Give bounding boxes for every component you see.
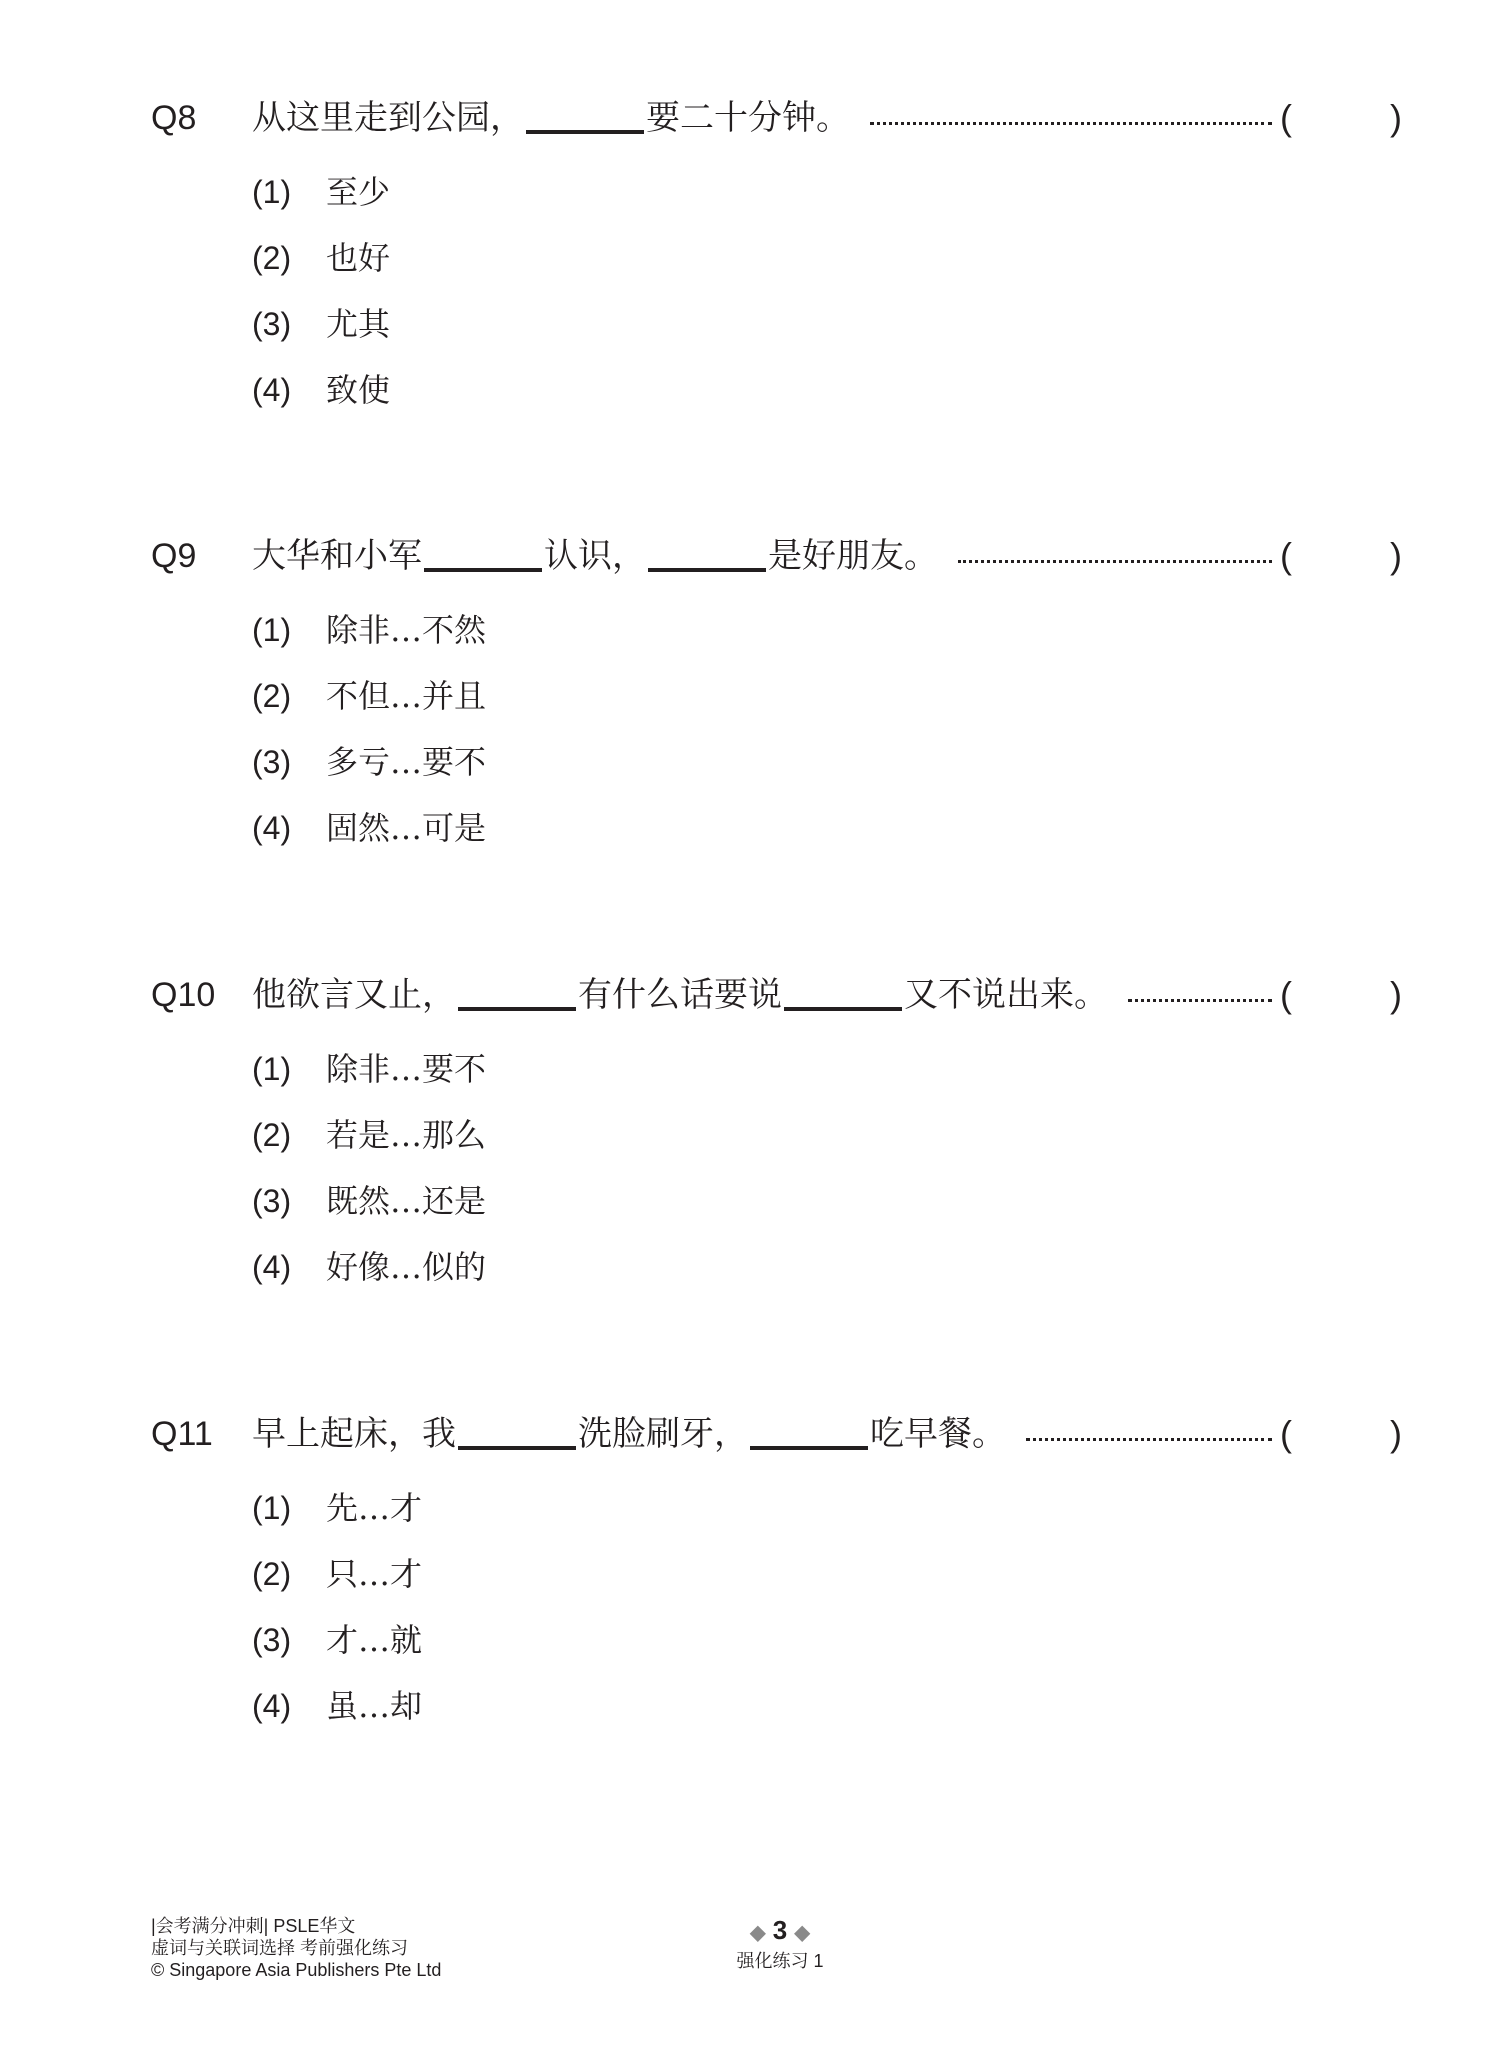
option-number: (2) (252, 1556, 292, 1592)
dotted-leader (958, 516, 1272, 563)
stem-text: 他欲言又止， (252, 975, 456, 1015)
diamond-icon: ◆ (750, 1922, 766, 1944)
option-number: (1) (252, 612, 292, 648)
option-number: (2) (252, 1117, 292, 1153)
option-text: 除非…不然 (326, 611, 487, 649)
option-text: 致使 (326, 371, 391, 409)
answer-blank (458, 977, 576, 1011)
option-number: (2) (252, 678, 292, 714)
option-number: (1) (252, 1051, 292, 1087)
option-4 (252, 1245, 486, 1289)
option-number: (4) (252, 1688, 292, 1724)
option-text: 虽…却 (326, 1687, 423, 1725)
page-number: 3 (772, 1915, 788, 1945)
answer-paren-close: ) (1390, 535, 1402, 576)
answer-paren-close: ) (1390, 1413, 1402, 1454)
option-number: (1) (252, 174, 292, 210)
option-3 (252, 740, 486, 784)
footer-page-info (700, 1915, 860, 1974)
option-number: (4) (252, 810, 292, 846)
stem-text: 要二十分钟。 (646, 98, 850, 138)
option-text: 固然…可是 (326, 809, 487, 847)
answer-blank (648, 538, 766, 572)
question-number: Q11 (151, 1415, 213, 1453)
option-text: 若是…那么 (326, 1116, 487, 1154)
answer-paren-close: ) (1390, 974, 1402, 1015)
option-3 (252, 1618, 422, 1662)
question-stem (252, 1412, 1006, 1456)
option-text: 先…才 (326, 1489, 423, 1527)
option-3 (252, 1179, 486, 1223)
answer-paren-open: ( (1280, 1413, 1292, 1454)
answer-paren-open: ( (1280, 974, 1292, 1015)
answer-paren-open: ( (1280, 535, 1292, 576)
option-3 (252, 302, 390, 346)
stem-text: 认识， (544, 536, 646, 576)
option-text: 至少 (326, 173, 391, 211)
option-number: (3) (252, 306, 292, 342)
option-2 (252, 674, 486, 718)
option-text: 多亏…要不 (326, 743, 487, 781)
option-4 (252, 806, 486, 850)
dotted-leader (870, 78, 1272, 125)
question-stem (252, 973, 1108, 1017)
stem-text: 吃早餐。 (870, 1414, 1006, 1454)
answer-blank (526, 100, 644, 134)
option-1 (252, 608, 486, 652)
dotted-leader (1128, 955, 1272, 1002)
option-text: 好像…似的 (326, 1248, 487, 1286)
answer-paren-close: ) (1390, 97, 1402, 138)
option-4 (252, 1684, 422, 1728)
option-2 (252, 1113, 486, 1157)
question-stem (252, 534, 938, 578)
option-text: 尤其 (326, 305, 391, 343)
option-1 (252, 1486, 422, 1530)
stem-text: 早上起床，我 (252, 1414, 456, 1454)
option-1 (252, 1047, 486, 1091)
option-2 (252, 236, 390, 280)
stem-text: 有什么话要说 (578, 975, 782, 1015)
stem-text: 是好朋友。 (768, 536, 938, 576)
option-2 (252, 1552, 422, 1596)
answer-paren-open: ( (1280, 97, 1292, 138)
section-label: 强化练习 1 (736, 1951, 824, 1971)
option-text: 既然…还是 (326, 1182, 487, 1220)
question-number: Q9 (151, 537, 197, 575)
option-number: (3) (252, 1183, 292, 1219)
stem-text: 从这里走到公园， (252, 98, 524, 138)
footer-book-title: 虚词与关联词选择 考前强化练习 (151, 1938, 408, 1958)
stem-text: 大华和小军 (252, 536, 422, 576)
answer-blank (784, 977, 902, 1011)
dotted-leader (1026, 1394, 1272, 1441)
question-stem (252, 96, 850, 140)
option-number: (1) (252, 1490, 292, 1526)
option-4 (252, 368, 390, 412)
footer-book-info (151, 1915, 441, 1981)
option-text: 也好 (326, 239, 391, 277)
stem-text: 又不说出来。 (904, 975, 1108, 1015)
question-number: Q8 (151, 99, 197, 137)
footer-series-title: |会考满分冲刺| PSLE华文 (151, 1916, 356, 1936)
stem-text: 洗脸刷牙， (578, 1414, 748, 1454)
option-number: (3) (252, 1622, 292, 1658)
answer-blank (424, 538, 542, 572)
option-number: (3) (252, 744, 292, 780)
option-number: (2) (252, 240, 292, 276)
footer-copyright: © Singapore Asia Publishers Pte Ltd (151, 1960, 442, 1980)
option-text: 不但…并且 (326, 677, 487, 715)
answer-blank (750, 1416, 868, 1450)
option-text: 才…就 (326, 1621, 423, 1659)
option-number: (4) (252, 1249, 292, 1285)
option-1 (252, 170, 390, 214)
question-number: Q10 (151, 976, 216, 1014)
option-number: (4) (252, 372, 292, 408)
option-text: 除非…要不 (326, 1050, 487, 1088)
option-text: 只…才 (326, 1555, 423, 1593)
diamond-icon: ◆ (794, 1922, 810, 1944)
answer-blank (458, 1416, 576, 1450)
